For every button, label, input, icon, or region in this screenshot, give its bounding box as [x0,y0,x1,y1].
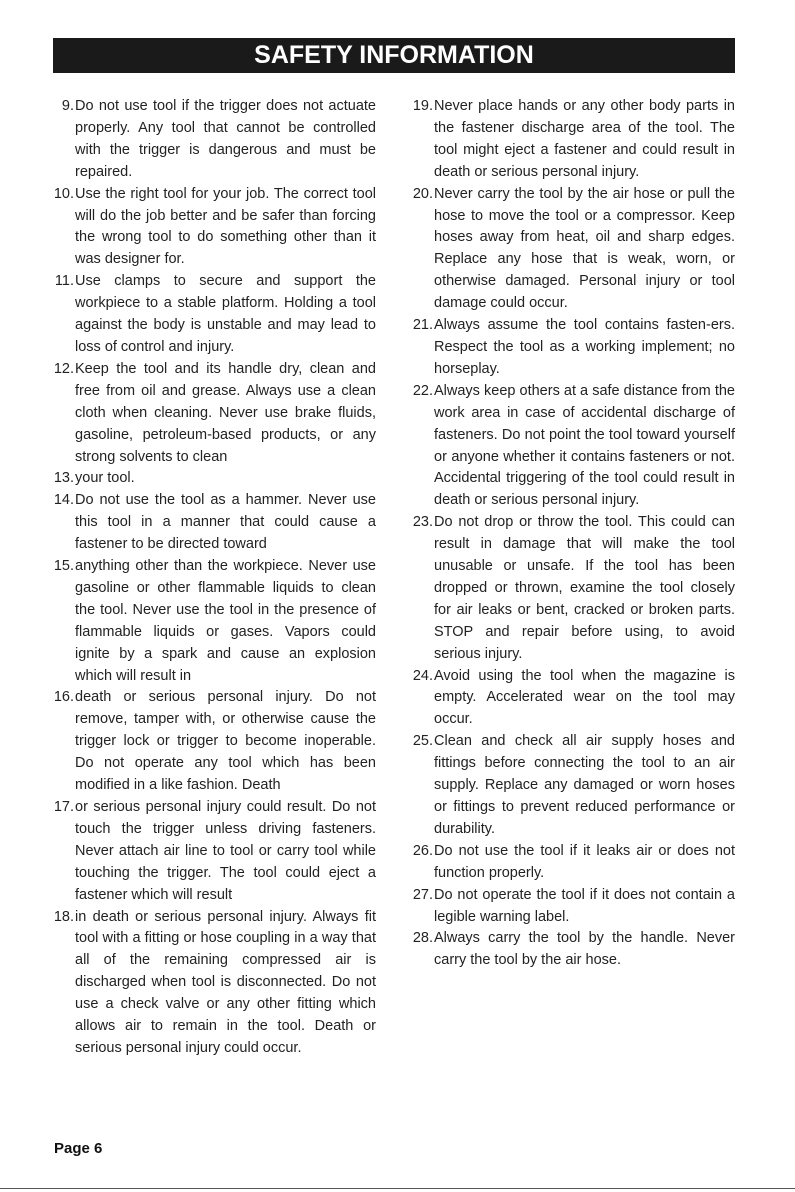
safety-item-number: 11. [54,273,74,290]
safety-item [46,797,376,907]
safety-item [405,381,735,512]
safety-item-number: 19. [412,98,433,114]
safety-item-number: 9. [61,98,74,114]
safety-item-text: Never place hands or any other body parts in the fastener discharge area of the tool. The tool might eject a fastener and could result in death or serious personal injury. [434,98,735,180]
safety-item-number: 18. [53,908,74,925]
safety-item-text: Do not use tool if the trigger does not actuate properly. Any tool that cannot be controlled with the trigger is dangerous and must be repaired. [75,98,376,180]
safety-item-number: 22. [412,382,433,399]
safety-item [405,885,735,929]
safety-item-number: 10. [53,185,74,202]
safety-item [405,96,735,184]
safety-item-text: Always keep others at a safe distance from the work area in case of accidental discharge of fasteners. Do not point the tool toward yourself or anyone whether it contains fasteners or not. Accidental triggering of the tool could result in death or serious personal injury. [434,382,735,509]
safety-item-number: 21. [412,317,433,334]
safety-item [46,907,376,1060]
safety-item [405,184,735,315]
safety-item-number: 27. [412,886,433,903]
safety-item-number: 25. [412,733,433,750]
page-number: Page 6 [54,1140,103,1157]
safety-item-text: Clean and check all air supply hoses and fittings before connecting the tool to an air supply. Replace any damaged or worn hoses or fittings to prevent reduced performance or durability. [434,733,735,837]
safety-item-number: 13. [53,470,74,487]
safety-item [405,315,735,381]
safety-item [46,271,376,359]
bottom-rule [0,1188,795,1189]
safety-item-number: 23. [412,514,433,531]
safety-item-text: or serious personal injury could result. Do not touch the trigger unless driving fasteners. Never attach air line to tool or carry tool while touching the trigger. The tool could eject a fastener which will result [75,799,376,903]
safety-item-number: 20. [412,185,433,202]
safety-item-text: Always assume the tool contains fasten-ers. Respect the tool as a working implement; no horseplay. [434,317,735,377]
safety-item-text: Never carry the tool by the air hose or pull the hose to move the tool or a compressor. Keep hoses away from heat, oil and sharp edges. Replace any hose that is weak, worn, or otherwise damaged. Personal injury or tool damage could occur. [434,185,735,312]
safety-item [405,841,735,885]
safety-item [46,556,376,687]
safety-item-number: 24. [412,667,433,684]
safety-item [405,512,735,665]
safety-item-number: 28. [412,930,433,947]
safety-item-text: your tool. [75,470,135,487]
safety-item-text: Use the right tool for your job. The correct tool will do the job better and be safer than forcing the wrong tool to do something other than it was designer for. [75,185,376,268]
safety-item-text: Always carry the tool by the handle. Never carry the tool by the air hose. [434,930,735,969]
right-column [405,96,735,972]
safety-item-text: Do not use the tool as a hammer. Never use this tool in a manner that could cause a fastener to be directed toward [75,492,376,553]
safety-item-number: 15. [53,558,74,575]
safety-item-number: 17. [53,799,74,815]
safety-item-text: in death or serious personal injury. Always fit tool with a fitting or hose coupling in a way that all of the remaining compressed air is discharged when tool is disconnected. Do not use a check valve or any other fitting which allows air to remain in the tool. Death or serious personal injury could occur. [75,908,376,1056]
safety-item-number: 12. [53,360,74,377]
section-title: SAFETY INFORMATION [254,41,534,69]
safety-item [46,687,376,797]
safety-item [46,184,376,272]
safety-item-text: Use clamps to secure and support the workpiece to a stable platform. Holding a tool against the body is unstable and may lead to loss of control and injury. [75,273,376,355]
safety-item-text: Do not use the tool if it leaks air or does not function properly. [434,842,735,881]
safety-item [405,666,735,732]
safety-item-text: Avoid using the tool when the magazine is empty. Accelerated wear on the tool may occur. [434,667,735,728]
safety-item [46,468,376,490]
safety-item-text: Do not drop or throw the tool. This could can result in damage that will make the tool unusable or unsafe. If the tool has been dropped or thrown, examine the tool closely for air leaks or bent, cracked or broken parts. STOP and repair before using, to avoid serious injury. [434,514,735,662]
safety-item [46,490,376,556]
section-title-banner [53,38,735,73]
safety-item [405,731,735,841]
left-column [46,96,376,1060]
safety-item-number: 26. [412,842,433,859]
safety-item-text: Keep the tool and its handle dry, clean and free from oil and grease. Always use a clean cloth when cleaning. Never use brake fluids, gasoline, petroleum-based products, or any strong solvents to clean [75,360,376,465]
safety-item [405,928,735,972]
safety-item-text: Do not operate the tool if it does not contain a legible warning label. [434,886,735,925]
safety-item [46,96,376,184]
safety-item-text: anything other than the workpiece. Never use gasoline or other flammable liquids to clean the tool. Never use the tool in the presence of flammable liquids or gases. Vapors could ignite by a spark and cause an explosion which will result in [75,558,376,684]
safety-item-number: 14. [53,492,74,509]
safety-item-number: 16. [53,689,74,706]
safety-item [46,359,376,469]
safety-item-text: death or serious personal injury. Do not remove, tamper with, or otherwise cause the trigger lock or trigger to become inoperable. Do not operate any tool which has been modified in a like fashion. Death [75,689,376,794]
